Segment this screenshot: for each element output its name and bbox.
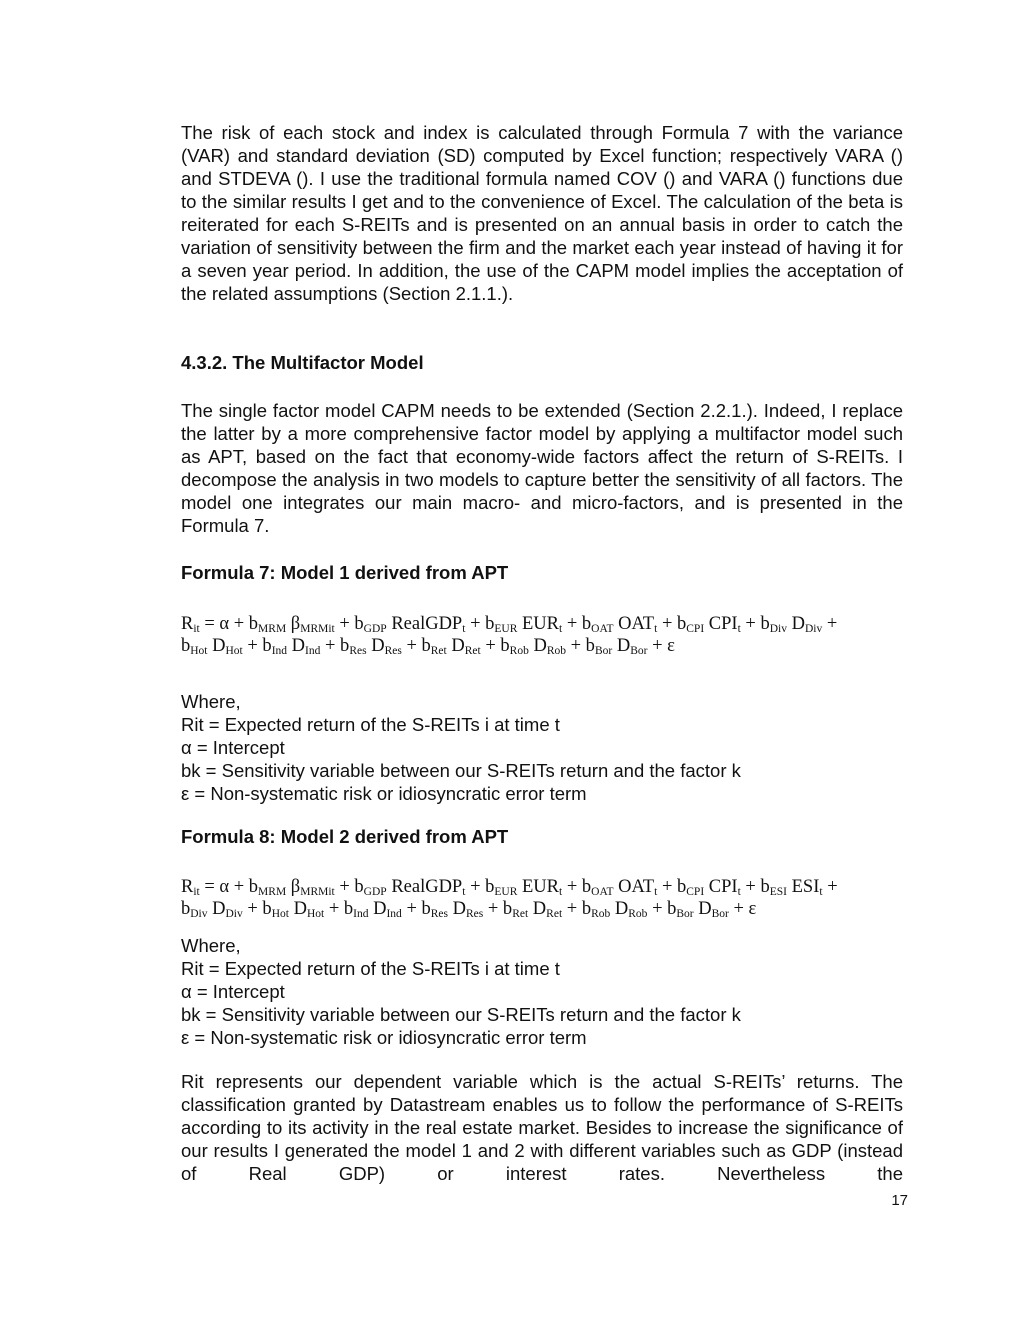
where-label: Where, bbox=[181, 691, 241, 712]
definition-bk: bk = Sensitivity variable between our S-REITs return and the factor k bbox=[181, 1004, 741, 1025]
formula-7-variable-definitions bbox=[181, 690, 903, 805]
paragraph-dependent-variable: Rit represents our dependent variable which is the actual S-REITs’ returns. The classification granted by Datastream enables us to follow the performance of S-REITs according to its activity in the real estate market. Besides to increase the significance of our results I generated the model 1 and 2 with different variables such as GDP (instead of Real GDP) or interest rates. Nevertheless the bbox=[181, 1071, 903, 1184]
paragraph-multifactor-intro: The single factor model CAPM needs to be extended (Section 2.2.1.). Indeed, I replace the latter by a more comprehensive factor model by applying a multifactor model such as APT, based on the fact that economy-wide factors affect the return of S-REITs. I decompose the analysis in two models to capture better the sensitivity of all factors. The model one integrates our main macro- and micro-factors, and is presented in the Formula 7. bbox=[181, 400, 903, 536]
page-number: 17 bbox=[891, 1192, 908, 1209]
paragraph-risk-calculation: The risk of each stock and index is calculated through Formula 7 with the variance (VAR) and standard deviation (SD) computed by Excel function; respectively VARA () and STDEVA (). I use the traditional formula named COV () and VARA () functions due to the similar results I get and to the convenience of Excel. The calculation of the beta is reiterated for each S-REITs and is presented on an annual basis in order to catch the variation of sensitivity between the firm and the market each year instead of having it for a seven year period. In addition, the use of the CAPM model implies the acceptation of the related assumptions (Section 2.1.1.). bbox=[181, 122, 903, 304]
definition-alpha: α = Intercept bbox=[181, 737, 285, 758]
definition-epsilon: ε = Non-systematic risk or idiosyncratic error term bbox=[181, 783, 587, 804]
formula-8-title: Formula 8: Model 2 derived from APT bbox=[181, 826, 509, 847]
definition-alpha: α = Intercept bbox=[181, 981, 285, 1002]
definition-bk: bk = Sensitivity variable between our S-REITs return and the factor k bbox=[181, 760, 741, 781]
formula-8-variable-definitions bbox=[181, 934, 903, 1049]
formula-7-title: Formula 7: Model 1 derived from APT bbox=[181, 562, 509, 583]
where-label: Where, bbox=[181, 935, 241, 956]
definition-rit: Rit = Expected return of the S-REITs i at time t bbox=[181, 714, 560, 735]
definition-epsilon: ε = Non-systematic risk or idiosyncratic error term bbox=[181, 1027, 587, 1048]
section-heading-multifactor-model: 4.3.2. The Multifactor Model bbox=[181, 352, 424, 373]
definition-rit: Rit = Expected return of the S-REITs i at time t bbox=[181, 958, 560, 979]
formula-8-equation: $R_{it} = \alpha + b_{MRM}$ $\beta_{MRMit} + b_{GDP}$ RealGDP$_t$ + $b_{EUR}$ $EUR_t + b_{OAT}$ $OAT_t + b_{CPI}$ $CPI_t + b_{ESI}$ $ESI_t$ + $b_{Div}$ $D_{Div} + b_{Hot}$ $D_{Hot} + b_{Ind}$ $D_{Ind} + b_{Res}$ $D_{Res} + b_{Ret}$ $D_{Ret} + b_{Rob}$ $D_{Rob} + b_{Bor}$ $D_{Bor} + \varepsilon$ bbox=[181, 877, 838, 920]
formula-7-equation: $R_{it} = \alpha + b_{MRM}$ $\beta_{MRMit} + b_{GDP}$ RealGDP$_t$ + $b_{EUR}$ $EUR_t + b_{OAT}$ $OAT_t + b_{CPI}$ $CPI_t + b_{Div}$ $D_{Div}$ + $b_{Hot}$ $D_{Hot} + b_{Ind}$ $D_{Ind} + b_{Res}$ $D_{Res} + b_{Ret}$ $D_{Ret} + b_{Rob}$ $D_{Rob} + b_{Bor}$ $D_{Bor} + \varepsilon$ bbox=[181, 614, 838, 657]
